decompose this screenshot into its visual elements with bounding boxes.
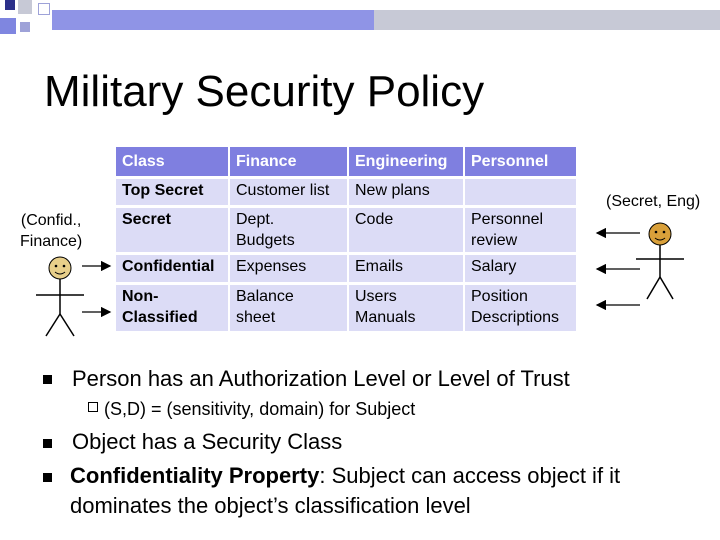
confidentiality-term: Confidentiality Property: [70, 463, 320, 488]
bullet-marker: [43, 375, 52, 384]
cell-finance: Customer list: [230, 179, 347, 205]
bullet-marker: [43, 473, 52, 482]
bullet-confidentiality: [70, 461, 620, 521]
right-person-label: (Secret, Eng): [606, 193, 701, 210]
cell-finance: Balance sheet: [230, 285, 347, 331]
left-person-icon: [36, 257, 84, 336]
cell-engineering: New plans: [349, 179, 463, 205]
cell-level: Confidential: [116, 255, 228, 282]
cell-level: Top Secret: [116, 179, 228, 205]
cell-finance: Expenses: [230, 255, 347, 282]
bullet-marker: [43, 439, 52, 448]
left-person-label: (Confid., Finance): [20, 212, 83, 250]
sub-bullet-marker: [88, 402, 98, 412]
left-arrows: [82, 266, 110, 312]
bullet-security-class: Object has a Security Class: [72, 429, 343, 454]
bullet-authorization: Person has an Authorization Level or Level of Trust: [72, 366, 570, 391]
right-person-icon: [636, 223, 684, 299]
sub-bullet-subject: (S,D) = (sensitivity, domain) for Subject: [104, 399, 416, 419]
header-finance: Finance: [230, 147, 347, 176]
header-engineering: Engineering: [349, 147, 463, 176]
cell-engineering: Code: [349, 208, 463, 252]
right-arrows: [597, 233, 640, 305]
cell-engineering: Emails: [349, 255, 463, 282]
cell-personnel: Personnel review: [465, 208, 576, 252]
cell-level: Non- Classified: [116, 285, 228, 331]
cell-personnel: Salary: [465, 255, 576, 282]
confidentiality-text: : Subject can access object if it dominates the object’s classification level: [70, 463, 621, 518]
cell-engineering: Users Manuals: [349, 285, 463, 331]
slide-title: Military Security Policy: [44, 67, 485, 116]
cell-level: Secret: [116, 208, 228, 252]
cell-finance: Dept. Budgets: [230, 208, 347, 252]
header-class: Class: [116, 147, 228, 176]
header-personnel: Personnel: [465, 147, 576, 176]
cell-personnel: Position Descriptions: [465, 285, 576, 331]
